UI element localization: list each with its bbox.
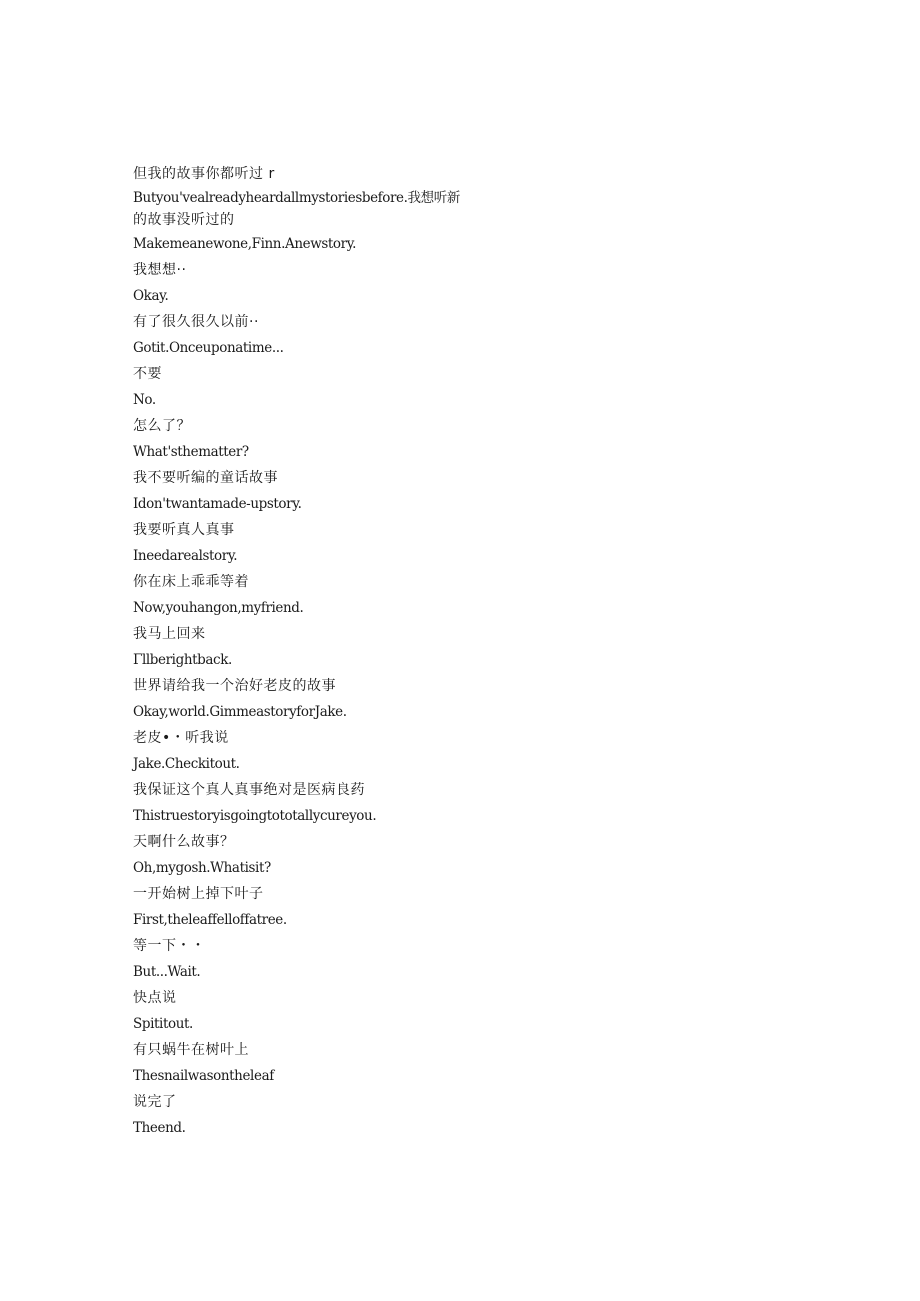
chinese-subtitle-line: 你在床上乖乖等着 — [133, 574, 249, 590]
english-subtitle-line: What'sthematter? — [133, 444, 249, 460]
chinese-subtitle-line: 我不要听编的童话故事 — [133, 470, 278, 486]
english-subtitle-line: Butyou'vealreadyheardallmystoriesbefore.我想听新 — [133, 190, 460, 206]
chinese-subtitle-line: 世界请给我一个治好老皮的故事 — [133, 678, 336, 694]
chinese-subtitle-line: 有只蜗牛在树叶上 — [133, 1042, 249, 1058]
english-subtitle-line: Idon'twantamade-upstory. — [133, 496, 302, 512]
chinese-subtitle-line: 老皮•・听我说 — [133, 730, 229, 746]
chinese-subtitle-line: 不要 — [133, 366, 162, 382]
english-subtitle-line: Oh,mygosh.Whatisit? — [133, 860, 271, 876]
chinese-subtitle-line: 我马上回来 — [133, 626, 206, 642]
chinese-subtitle-line: 的故事没听过的 — [133, 212, 235, 228]
chinese-subtitle-line: 有了很久很久以前·· — [133, 314, 259, 330]
english-subtitle-line: First,theleaffelloffatree. — [133, 912, 287, 928]
english-subtitle-line: Thistruestoryisgoingtototallycureyou. — [133, 808, 377, 824]
chinese-subtitle-line: 我保证这个真人真事绝对是医病良药 — [133, 782, 365, 798]
chinese-subtitle-line: 一开始树上掉下叶子 — [133, 886, 264, 902]
chinese-subtitle-line: 天啊什么故事？ — [133, 834, 235, 850]
english-subtitle-line: Ineedarealstory. — [133, 548, 238, 564]
chinese-subtitle-line: 怎么了？ — [133, 418, 191, 434]
english-subtitle-line: Theend. — [133, 1120, 186, 1136]
english-subtitle-line: Now,youhangon,myfriend. — [133, 600, 304, 616]
english-subtitle-line: Γllberightback. — [133, 652, 232, 668]
chinese-subtitle-line: 说完了 — [133, 1094, 177, 1110]
chinese-subtitle-line: 快点说 — [133, 990, 177, 1006]
chinese-subtitle-line: 等一下・・ — [133, 938, 206, 954]
chinese-subtitle-line: 但我的故事你都听过 r — [133, 166, 275, 182]
english-subtitle-line: Spititout. — [133, 1016, 193, 1032]
chinese-subtitle-line: 我要听真人真事 — [133, 522, 235, 538]
chinese-subtitle-line: 我想想·· — [133, 262, 187, 278]
english-subtitle-line: Jake.Checkitout. — [133, 756, 240, 772]
document-body — [133, 161, 493, 1141]
english-subtitle-line: No. — [133, 392, 156, 408]
english-subtitle-line: Thesnailwasontheleaf — [133, 1068, 274, 1084]
english-subtitle-line: Makemeanewone,Finn.Anewstory. — [133, 236, 357, 252]
english-subtitle-line: Okay,world.GimmeastoryforJake. — [133, 704, 347, 720]
english-subtitle-line: Gotit.Onceuponatime... — [133, 340, 284, 356]
english-subtitle-line: Okay. — [133, 288, 169, 304]
english-subtitle-line: But...Wait. — [133, 964, 201, 980]
